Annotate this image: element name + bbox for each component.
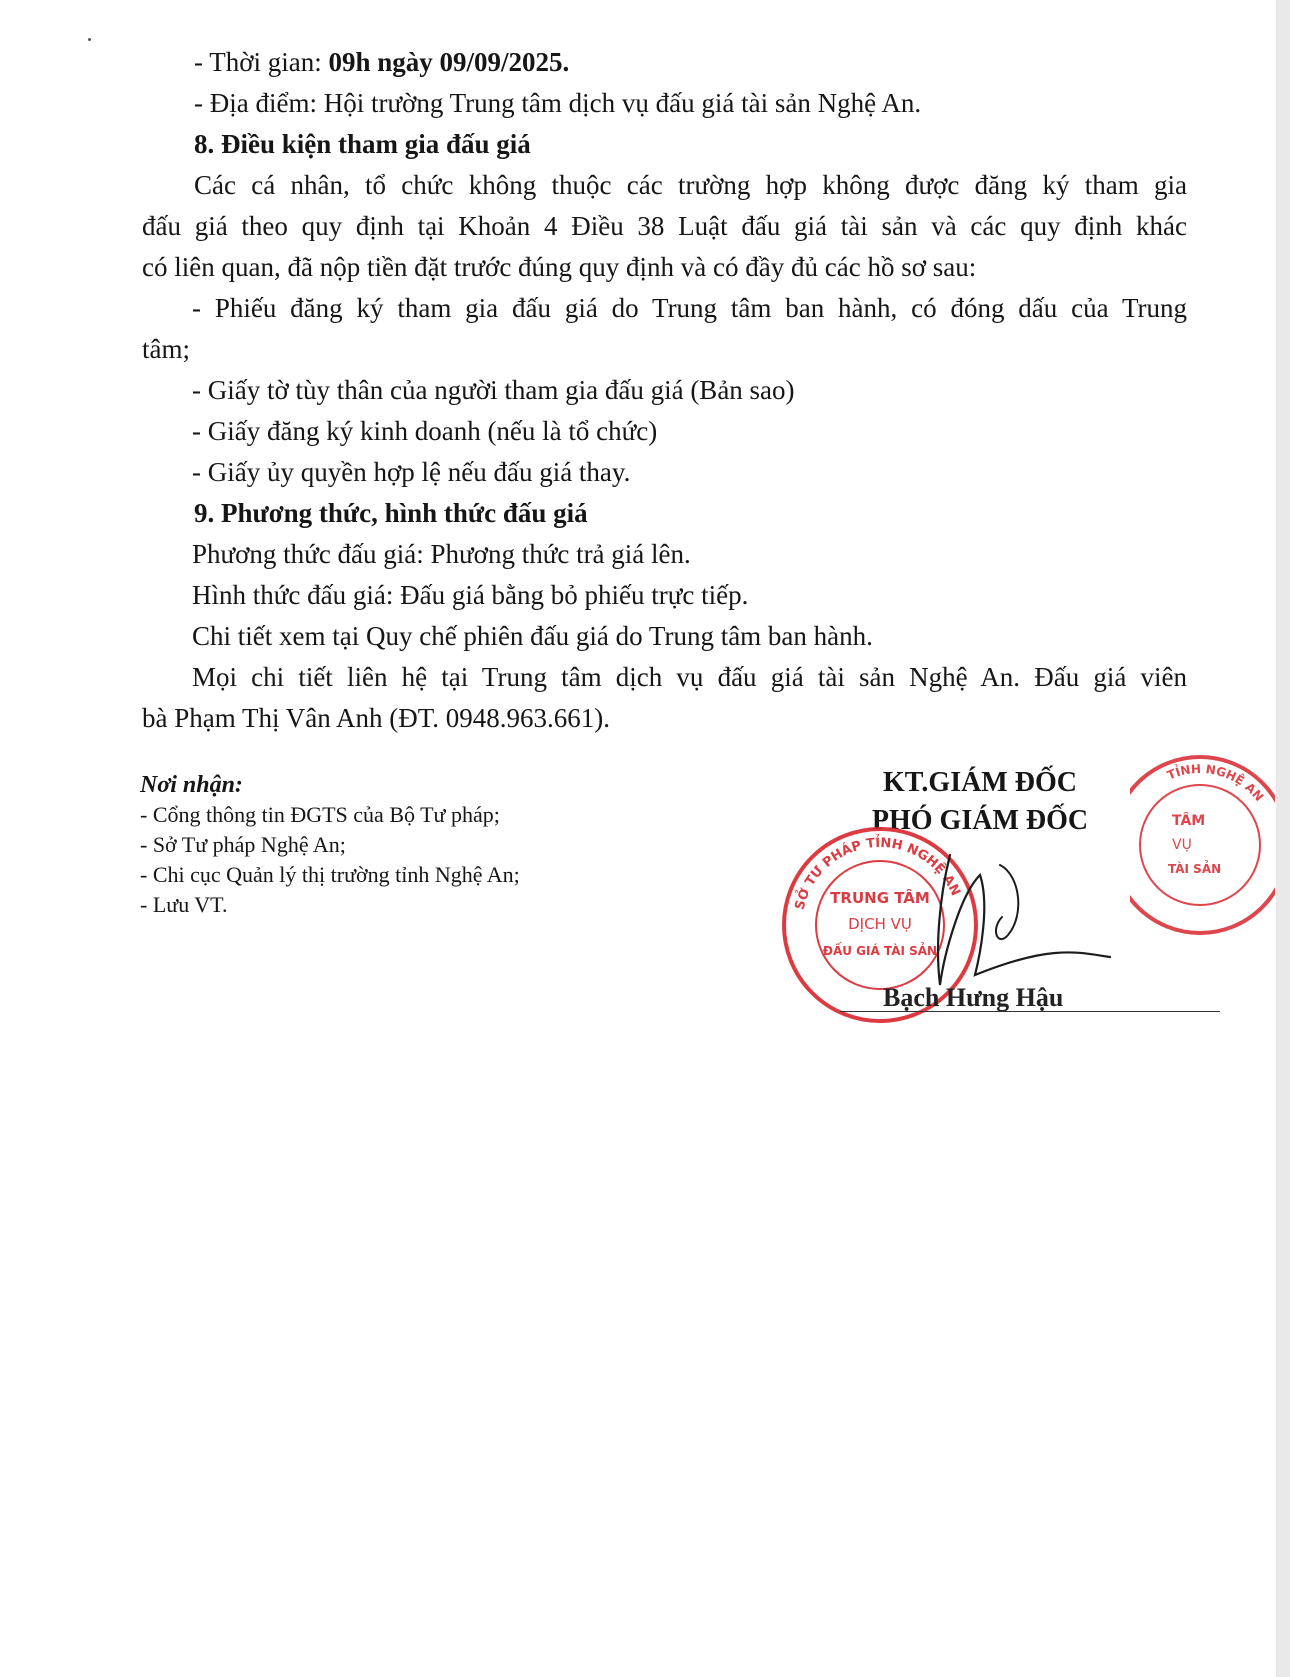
partial-stamp	[1130, 745, 1275, 945]
method-line: Phương thức đấu giá: Phương thức trả giá lên.	[192, 539, 691, 569]
stamp-center-line-3: ĐẤU GIÁ TÀI SẢN	[822, 944, 938, 958]
doc-list-item-3: - Giấy đăng ký kinh doanh (nếu là tổ chức)	[192, 416, 658, 446]
scan-speck	[88, 38, 91, 41]
section-8-para-line-3: có liên quan, đã nộp tiền đặt trước đúng quy định và có đầy đủ các hồ sơ sau:	[142, 252, 977, 282]
doc-list-item-2: - Giấy tờ tùy thân của người tham gia đấu giá (Bản sao)	[192, 375, 795, 405]
stamp-ring-text: SỞ TƯ PHÁP TỈNH NGHỆ AN	[792, 835, 963, 912]
handwritten-signature	[880, 835, 1120, 1005]
recipient-item: - Chi cục Quản lý thị trường tỉnh Nghệ An;	[140, 862, 520, 887]
section-9-heading: 9. Phương thức, hình thức đấu giá	[194, 498, 588, 528]
time-text: - Thời gian: 09h ngày 09/09/2025.	[194, 47, 570, 77]
section-8-para-line-2: đấu giá theo quy định tại Khoản 4 Điều 38 Luật đấu giá tài sản và các quy định khác	[142, 211, 1187, 241]
signer-name: Bạch Hưng Hậu	[883, 983, 1064, 1012]
section-8-para-line-1: Các cá nhân, tổ chức không thuộc các trường hợp không được đăng ký tham gia	[194, 170, 1187, 200]
partial-stamp-line-3: TÀI SẢN	[1168, 862, 1222, 876]
rules-line: Chi tiết xem tại Quy chế phiên đấu giá do Trung tâm ban hành.	[192, 621, 873, 651]
partial-stamp-line-2: VỤ	[1172, 837, 1192, 853]
recipients-title: Nơi nhận:	[140, 772, 243, 798]
doc-list-item-1-line-2: tâm;	[142, 334, 190, 364]
signature-title-line-1: KT.GIÁM ĐỐC	[883, 767, 1077, 798]
page-edge-shadow	[1276, 0, 1290, 1677]
place-line: - Địa điểm: Hội trường Trung tâm dịch vụ đấu giá tài sản Nghệ An.	[194, 88, 922, 118]
form-line: Hình thức đấu giá: Đấu giá bằng bỏ phiếu trực tiếp.	[192, 580, 749, 610]
recipient-item: - Cổng thông tin ĐGTS của Bộ Tư pháp;	[140, 802, 500, 827]
recipient-item: - Lưu VT.	[140, 892, 228, 917]
partial-stamp-inner-ring	[1140, 785, 1260, 905]
section-8-heading: 8. Điều kiện tham gia đấu giá	[194, 129, 531, 159]
stamp-center-line-2: DỊCH VỤ	[848, 915, 912, 933]
contact-line-2: bà Phạm Thị Vân Anh (ĐT. 0948.963.661).	[142, 703, 610, 733]
doc-list-item-4: - Giấy ủy quyền hợp lệ nếu đấu giá thay.	[192, 457, 631, 487]
doc-list-item-1-line-1: - Phiếu đăng ký tham gia đấu giá do Trung tâm ban hành, có đóng dấu của Trung	[192, 293, 1187, 323]
signature-title-line-2: PHÓ GIÁM ĐỐC	[871, 805, 1089, 836]
document-body	[142, 42, 1187, 739]
signature-underline	[840, 1011, 1220, 1012]
time-line	[142, 42, 1187, 83]
stamp-center-line-1: TRUNG TÂM	[830, 889, 930, 907]
partial-stamp-line-1: TÂM	[1172, 813, 1206, 829]
contact-line-1: Mọi chi tiết liên hệ tại Trung tâm dịch vụ đấu giá tài sản Nghệ An. Đấu giá viên	[192, 662, 1187, 692]
recipients-block	[140, 770, 520, 920]
partial-stamp-ring-text: TỈNH NGHỆ AN	[1165, 761, 1267, 804]
recipient-item: - Sở Tư pháp Nghệ An;	[140, 832, 346, 857]
